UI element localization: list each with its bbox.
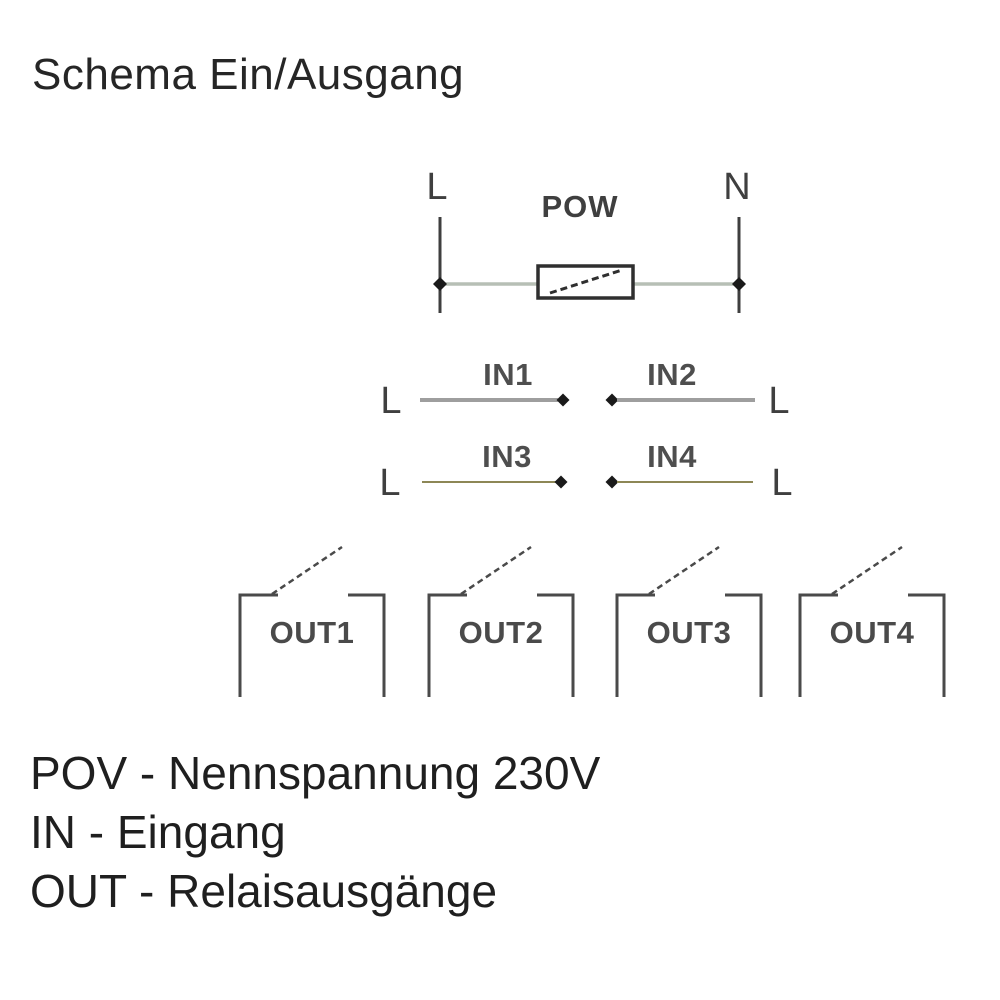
legend-out-line: OUT - Relaisausgänge (30, 865, 498, 917)
power-junction-dot-right (732, 277, 746, 291)
legend-in-line: IN - Eingang (30, 806, 286, 858)
out4-switch-arm (832, 547, 902, 594)
power-terminal-n-label: N (723, 166, 751, 208)
in1-label: IN1 (483, 357, 533, 392)
in1-terminal-l-label: L (380, 380, 402, 422)
out3-label: OUT3 (646, 615, 732, 650)
out1-switch-arm (272, 547, 342, 594)
page-title: Schema Ein/Ausgang (32, 50, 465, 99)
in2-contact-dot (606, 394, 619, 407)
in4-label: IN4 (647, 439, 697, 474)
out4-label: OUT4 (829, 615, 915, 650)
in2-terminal-l-label: L (768, 380, 790, 422)
power-terminal-l-label: L (426, 166, 448, 208)
out2-label: OUT2 (458, 615, 544, 650)
legend-pow-line: POV - Nennspannung 230V (30, 747, 601, 799)
in1-contact-dot (557, 394, 570, 407)
in3-terminal-l-label: L (379, 462, 401, 504)
in2-label: IN2 (647, 357, 697, 392)
in4-contact-dot (606, 476, 619, 489)
out1-label: OUT1 (269, 615, 355, 650)
out3-switch-arm (649, 547, 719, 594)
in3-contact-dot (555, 476, 568, 489)
pow-label: POW (541, 189, 619, 224)
legend (30, 744, 600, 921)
power-junction-dot-left (433, 277, 447, 291)
in4-terminal-l-label: L (771, 462, 793, 504)
in3-label: IN3 (482, 439, 532, 474)
out2-switch-arm (461, 547, 531, 594)
